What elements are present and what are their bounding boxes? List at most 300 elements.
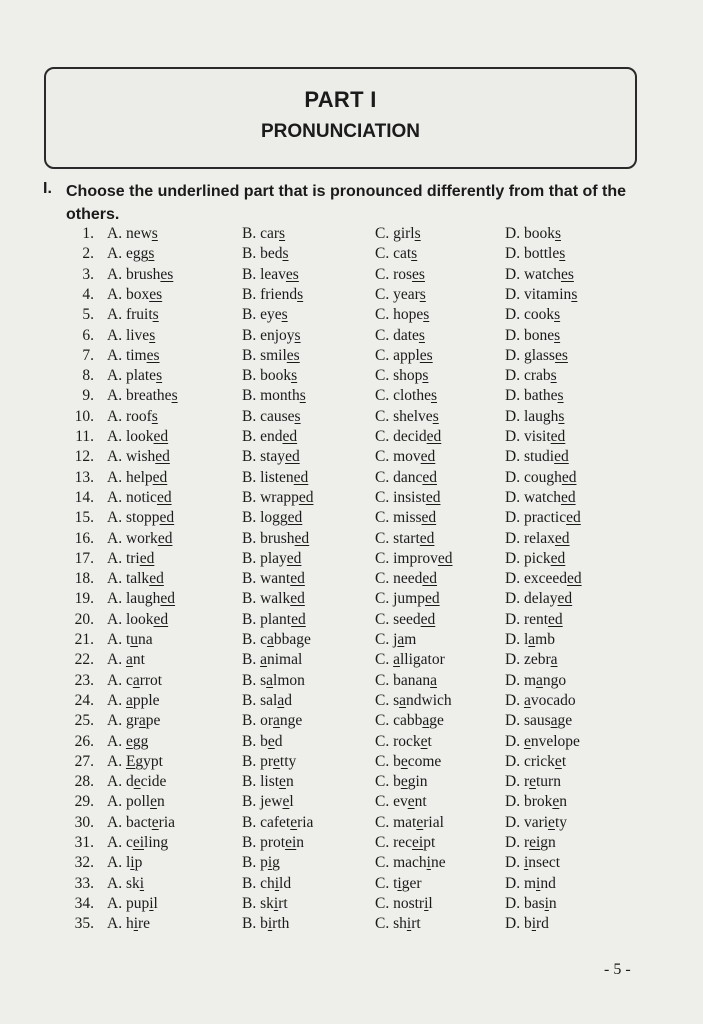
underlined-part: es xyxy=(146,346,160,364)
option-c[interactable] xyxy=(375,853,446,873)
underlined-part: e xyxy=(267,732,275,750)
underlined-part: a xyxy=(528,631,536,648)
option-text: B. b xyxy=(242,732,268,750)
option-c[interactable] xyxy=(375,346,433,366)
underlined-part: es xyxy=(412,265,425,283)
option-text: D. cook xyxy=(505,306,555,324)
option-b[interactable] xyxy=(242,529,309,549)
option-text-suffix: n xyxy=(548,894,557,912)
option-text: B. wrapp xyxy=(242,488,299,506)
option-text: C. t xyxy=(375,874,398,892)
option-text: C. mov xyxy=(375,448,421,466)
option-d[interactable] xyxy=(505,529,570,549)
option-d[interactable] xyxy=(505,589,572,609)
option-c[interactable] xyxy=(375,427,441,447)
option-text: A. bact xyxy=(107,813,152,831)
option-text: D. cough xyxy=(505,468,562,486)
option-c[interactable] xyxy=(375,508,436,528)
option-a[interactable] xyxy=(107,914,150,934)
option-d[interactable] xyxy=(505,265,574,285)
option-d[interactable] xyxy=(505,305,560,325)
option-text: D. visit xyxy=(505,428,551,445)
option-text: A. look xyxy=(107,610,154,628)
option-text-suffix: gg xyxy=(132,732,149,750)
option-d[interactable] xyxy=(505,732,580,752)
option-c[interactable] xyxy=(375,305,429,325)
option-text-suffix: nt xyxy=(132,651,145,669)
option-a[interactable] xyxy=(107,447,170,467)
option-text-suffix: nge xyxy=(279,712,303,730)
underlined-part: a xyxy=(132,671,140,689)
question-number: 11. xyxy=(75,428,94,445)
option-b[interactable] xyxy=(242,610,306,630)
option-c[interactable] xyxy=(375,589,440,609)
option-d[interactable] xyxy=(505,386,564,406)
underlined-part: ed xyxy=(290,570,305,588)
option-c[interactable] xyxy=(375,874,422,894)
question-row xyxy=(0,671,703,691)
option-text: C. mat xyxy=(375,813,417,831)
option-d[interactable] xyxy=(505,326,560,346)
option-c[interactable] xyxy=(375,833,435,853)
option-a[interactable] xyxy=(107,772,166,792)
option-text: D. crab xyxy=(505,367,551,385)
option-text: D. bas xyxy=(505,894,545,912)
option-d[interactable] xyxy=(505,833,556,853)
option-b[interactable] xyxy=(242,407,301,427)
underlined-part: s xyxy=(156,367,163,385)
option-text-suffix: re xyxy=(138,915,151,933)
option-text: B. bed xyxy=(242,245,283,263)
option-text: D. watch xyxy=(505,265,561,283)
option-d[interactable] xyxy=(505,508,581,528)
option-d[interactable] xyxy=(505,366,557,386)
option-c[interactable] xyxy=(375,813,444,833)
underlined-part: a xyxy=(523,691,531,709)
underlined-part: i xyxy=(130,854,135,872)
option-text: B. plant xyxy=(242,610,292,628)
option-b[interactable] xyxy=(242,386,306,406)
option-text-suffix: nsect xyxy=(528,854,561,872)
option-d[interactable] xyxy=(505,752,566,772)
option-a[interactable] xyxy=(107,386,178,406)
option-text-suffix: turn xyxy=(536,773,561,791)
question-number: 23. xyxy=(74,671,94,689)
underlined-part: a xyxy=(393,651,400,669)
option-c[interactable] xyxy=(375,671,437,691)
option-text: D. relax xyxy=(505,529,555,547)
underlined-part: ed xyxy=(554,448,569,466)
underlined-part: ed xyxy=(554,529,570,547)
option-text-suffix: pe xyxy=(145,712,161,730)
option-c[interactable] xyxy=(375,772,428,792)
option-b[interactable] xyxy=(242,752,296,772)
option-a[interactable] xyxy=(107,813,175,833)
question-row xyxy=(0,711,703,731)
section-number: I. xyxy=(43,180,52,197)
section-instruction: Choose the underlined part that is pronounced differently from that of the others. xyxy=(66,183,627,223)
underlined-part: ed xyxy=(290,590,305,608)
part-header-box xyxy=(44,67,637,169)
option-c[interactable] xyxy=(375,630,416,650)
underlined-part: e xyxy=(548,813,555,831)
option-b[interactable] xyxy=(242,346,300,366)
question-number: 8. xyxy=(82,367,94,385)
option-text: B. jew xyxy=(242,793,283,811)
option-d[interactable] xyxy=(505,792,567,812)
question-number: 27. xyxy=(74,752,94,770)
underlined-part: s xyxy=(557,387,564,405)
option-text-suffix: ge xyxy=(429,712,444,730)
option-text-suffix: ngo xyxy=(542,671,567,689)
option-a[interactable] xyxy=(107,224,158,244)
option-c[interactable] xyxy=(375,792,427,812)
question-row xyxy=(0,244,703,264)
underlined-part: a xyxy=(422,712,430,730)
underlined-part: i xyxy=(139,874,145,892)
option-a[interactable] xyxy=(107,427,168,447)
underlined-part: s xyxy=(554,326,561,344)
underlined-part: es xyxy=(149,285,163,303)
option-text: A. breathe xyxy=(107,387,172,405)
option-text: C. start xyxy=(375,529,420,547)
option-d[interactable] xyxy=(505,549,565,569)
option-d[interactable] xyxy=(505,671,566,691)
option-text: D. m xyxy=(505,671,536,689)
option-text-suffix: cide xyxy=(140,773,167,791)
option-b[interactable] xyxy=(242,792,294,812)
question-row xyxy=(0,285,703,305)
option-c[interactable] xyxy=(375,549,453,569)
option-c[interactable] xyxy=(375,691,452,711)
option-a[interactable] xyxy=(107,589,175,609)
option-text-suffix: ge xyxy=(557,712,573,730)
option-b[interactable] xyxy=(242,711,302,731)
option-text: D. xyxy=(505,691,524,709)
option-d[interactable] xyxy=(505,224,561,244)
option-a[interactable] xyxy=(107,711,160,731)
option-text: D. r xyxy=(505,834,530,851)
option-c[interactable] xyxy=(375,894,433,914)
question-number: 25. xyxy=(74,712,94,730)
option-text-suffix: nimal xyxy=(266,651,303,669)
option-c[interactable] xyxy=(375,752,441,772)
option-b[interactable] xyxy=(242,366,297,386)
option-b[interactable] xyxy=(242,732,282,752)
option-text: A. box xyxy=(107,285,150,303)
option-text-suffix: nd xyxy=(540,874,556,892)
option-a[interactable] xyxy=(107,630,153,650)
option-a[interactable] xyxy=(107,285,162,305)
option-c[interactable] xyxy=(375,447,435,467)
underlined-part: ed xyxy=(426,428,442,445)
option-a[interactable] xyxy=(107,529,172,549)
question-number: 12. xyxy=(74,448,94,466)
option-text-suffix: n xyxy=(559,793,567,811)
option-c[interactable] xyxy=(375,650,445,670)
option-d[interactable] xyxy=(505,407,564,427)
option-b[interactable] xyxy=(242,691,292,711)
option-d[interactable] xyxy=(505,427,565,447)
option-c[interactable] xyxy=(375,386,437,406)
option-b[interactable] xyxy=(242,285,303,305)
option-d[interactable] xyxy=(505,894,557,914)
option-b[interactable] xyxy=(242,447,300,467)
underlined-part: s xyxy=(430,387,438,405)
underlined-part: s xyxy=(291,367,298,385)
option-c[interactable] xyxy=(375,914,421,934)
underlined-part: ed xyxy=(139,549,155,567)
option-text: A. h xyxy=(107,915,134,933)
option-d[interactable] xyxy=(505,610,563,630)
option-a[interactable] xyxy=(107,874,144,894)
option-a[interactable] xyxy=(107,549,154,569)
option-b[interactable] xyxy=(242,853,280,873)
option-b[interactable] xyxy=(242,874,291,894)
question-number: 26. xyxy=(74,732,94,750)
option-text: C. cat xyxy=(375,245,412,263)
option-d[interactable] xyxy=(505,691,576,711)
option-d[interactable] xyxy=(505,447,569,467)
underlined-part: a xyxy=(260,651,267,669)
option-a[interactable] xyxy=(107,346,160,366)
option-c[interactable] xyxy=(375,265,425,285)
underlined-part: e xyxy=(150,793,157,811)
question-row xyxy=(0,914,703,934)
option-b[interactable] xyxy=(242,569,305,589)
underlined-part: s xyxy=(422,367,429,385)
question-number: 7. xyxy=(82,346,94,364)
option-text: B. b xyxy=(242,915,268,933)
option-c[interactable] xyxy=(375,244,417,264)
option-c[interactable] xyxy=(375,285,426,305)
underlined-part: s xyxy=(152,306,159,324)
option-a[interactable] xyxy=(107,508,174,528)
option-text: B. list xyxy=(242,773,280,791)
underlined-part: s xyxy=(414,225,421,242)
option-a[interactable] xyxy=(107,833,168,853)
option-b[interactable] xyxy=(242,671,305,691)
option-b[interactable] xyxy=(242,833,304,853)
question-row xyxy=(0,447,703,467)
option-a[interactable] xyxy=(107,732,148,752)
option-b[interactable] xyxy=(242,468,308,488)
option-b[interactable] xyxy=(242,813,313,833)
option-d[interactable] xyxy=(505,711,572,731)
option-d[interactable] xyxy=(505,569,582,589)
option-d[interactable] xyxy=(505,244,565,264)
option-text: B. smil xyxy=(242,346,287,364)
option-b[interactable] xyxy=(242,326,301,346)
option-a[interactable] xyxy=(107,488,172,508)
option-b[interactable] xyxy=(242,224,285,244)
option-a[interactable] xyxy=(107,650,145,670)
option-text: D. pick xyxy=(505,549,551,567)
underlined-part: s xyxy=(151,225,158,242)
question-number: 9. xyxy=(82,387,94,405)
option-text: D. rent xyxy=(505,610,549,628)
option-text: A. notic xyxy=(107,488,157,506)
underlined-part: es xyxy=(554,346,568,364)
underlined-part: a xyxy=(138,712,146,730)
option-a[interactable] xyxy=(107,244,154,264)
option-text: C. year xyxy=(375,285,420,303)
option-b[interactable] xyxy=(242,772,294,792)
option-text: A. look xyxy=(107,428,154,445)
underlined-part: ed xyxy=(294,529,310,547)
option-b[interactable] xyxy=(242,488,313,508)
option-c[interactable] xyxy=(375,224,421,244)
question-row xyxy=(0,853,703,873)
option-a[interactable] xyxy=(107,671,162,691)
option-text-suffix: tty xyxy=(279,752,297,770)
option-d[interactable] xyxy=(505,488,576,508)
option-c[interactable] xyxy=(375,468,437,488)
option-text: C. decid xyxy=(375,428,427,445)
underlined-part: e xyxy=(279,773,286,791)
option-text: C. xyxy=(375,651,394,669)
option-text: B. leav xyxy=(242,265,286,283)
option-d[interactable] xyxy=(505,650,558,670)
underlined-part: s xyxy=(299,387,306,405)
option-a[interactable] xyxy=(107,691,160,711)
question-number: 15. xyxy=(74,509,94,527)
underlined-part: i xyxy=(267,854,273,872)
option-c[interactable] xyxy=(375,569,437,589)
underlined-part: a xyxy=(550,712,558,730)
underlined-part: e xyxy=(282,793,290,811)
question-row xyxy=(0,894,703,914)
option-b[interactable] xyxy=(242,914,289,934)
underlined-part: s xyxy=(432,407,439,425)
option-a[interactable] xyxy=(107,569,164,589)
option-text: C. insist xyxy=(375,488,426,506)
underlined-part: a xyxy=(550,651,558,669)
question-row xyxy=(0,589,703,609)
option-b[interactable] xyxy=(242,549,301,569)
option-c[interactable] xyxy=(375,711,444,731)
underlined-part: ed xyxy=(157,529,173,547)
option-d[interactable] xyxy=(505,468,576,488)
question-number: 5. xyxy=(82,306,94,324)
option-text: A. brush xyxy=(107,265,161,283)
option-b[interactable] xyxy=(242,650,302,670)
option-text: A. wish xyxy=(107,448,156,466)
option-text: B. pr xyxy=(242,752,273,770)
option-b[interactable] xyxy=(242,508,302,528)
option-c[interactable] xyxy=(375,488,440,508)
underlined-part: a xyxy=(266,671,274,689)
question-number: 13. xyxy=(74,468,94,486)
option-b[interactable] xyxy=(242,630,311,650)
question-row xyxy=(0,772,703,792)
option-b[interactable] xyxy=(242,894,288,914)
option-d[interactable] xyxy=(505,813,567,833)
option-d[interactable] xyxy=(505,914,549,934)
option-text-suffix: bbage xyxy=(273,631,311,648)
option-text-suffix: n xyxy=(296,834,304,851)
option-c[interactable] xyxy=(375,407,439,427)
question-row xyxy=(0,650,703,670)
option-b[interactable] xyxy=(242,265,299,285)
question-number: 10. xyxy=(74,407,94,425)
option-text: B. car xyxy=(242,225,280,242)
question-number: 30. xyxy=(74,813,94,831)
underlined-part: i xyxy=(531,915,537,933)
question-row xyxy=(0,874,703,894)
option-b[interactable] xyxy=(242,244,289,264)
option-text-suffix: l xyxy=(153,894,158,912)
underlined-part: a xyxy=(399,691,407,709)
option-text: A. laugh xyxy=(107,590,161,608)
option-d[interactable] xyxy=(505,772,561,792)
question-row xyxy=(0,386,703,406)
option-c[interactable] xyxy=(375,529,434,549)
option-a[interactable] xyxy=(107,894,158,914)
question-row xyxy=(0,752,703,772)
option-a[interactable] xyxy=(107,792,165,812)
option-d[interactable] xyxy=(505,853,560,873)
option-a[interactable] xyxy=(107,326,155,346)
underlined-part: i xyxy=(273,894,279,912)
option-d[interactable] xyxy=(505,285,577,305)
option-b[interactable] xyxy=(242,427,297,447)
option-text: B. eye xyxy=(242,306,282,324)
underlined-part: a xyxy=(277,691,285,709)
option-b[interactable] xyxy=(242,589,305,609)
option-text: A. sk xyxy=(107,874,140,892)
underlined-part: es xyxy=(285,265,299,283)
option-d[interactable] xyxy=(505,874,556,894)
option-text-suffix: l xyxy=(428,894,433,912)
underlined-part: i xyxy=(267,915,273,933)
option-a[interactable] xyxy=(107,265,173,285)
underlined-part: ei xyxy=(132,834,145,851)
question-row xyxy=(0,630,703,650)
option-a[interactable] xyxy=(107,610,168,630)
option-text: D. bottle xyxy=(505,245,560,263)
option-c[interactable] xyxy=(375,366,428,386)
option-a[interactable] xyxy=(107,366,162,386)
option-a[interactable] xyxy=(107,407,158,427)
question-row xyxy=(0,468,703,488)
question-number: 35. xyxy=(74,915,94,933)
option-c[interactable] xyxy=(375,610,435,630)
option-c[interactable] xyxy=(375,732,432,752)
option-text: B. p xyxy=(242,854,268,872)
option-d[interactable] xyxy=(505,346,568,366)
underlined-part: ed xyxy=(298,488,314,506)
option-d[interactable] xyxy=(505,630,555,650)
option-text: B. logg xyxy=(242,509,288,527)
underlined-part: s xyxy=(554,225,561,242)
option-a[interactable] xyxy=(107,305,159,325)
option-a[interactable] xyxy=(107,752,163,772)
option-a[interactable] xyxy=(107,468,167,488)
question-row xyxy=(0,427,703,447)
option-text: C. shelve xyxy=(375,407,433,425)
option-c[interactable] xyxy=(375,326,425,346)
option-text-suffix: n xyxy=(285,773,294,791)
underlined-part: s xyxy=(171,387,178,405)
underlined-part: ed xyxy=(557,590,573,608)
option-text-suffix: gn xyxy=(540,834,556,851)
option-a[interactable] xyxy=(107,853,142,873)
question-row xyxy=(0,549,703,569)
underlined-part: s xyxy=(411,245,418,263)
option-b[interactable] xyxy=(242,305,288,325)
option-text: A. work xyxy=(107,529,158,547)
